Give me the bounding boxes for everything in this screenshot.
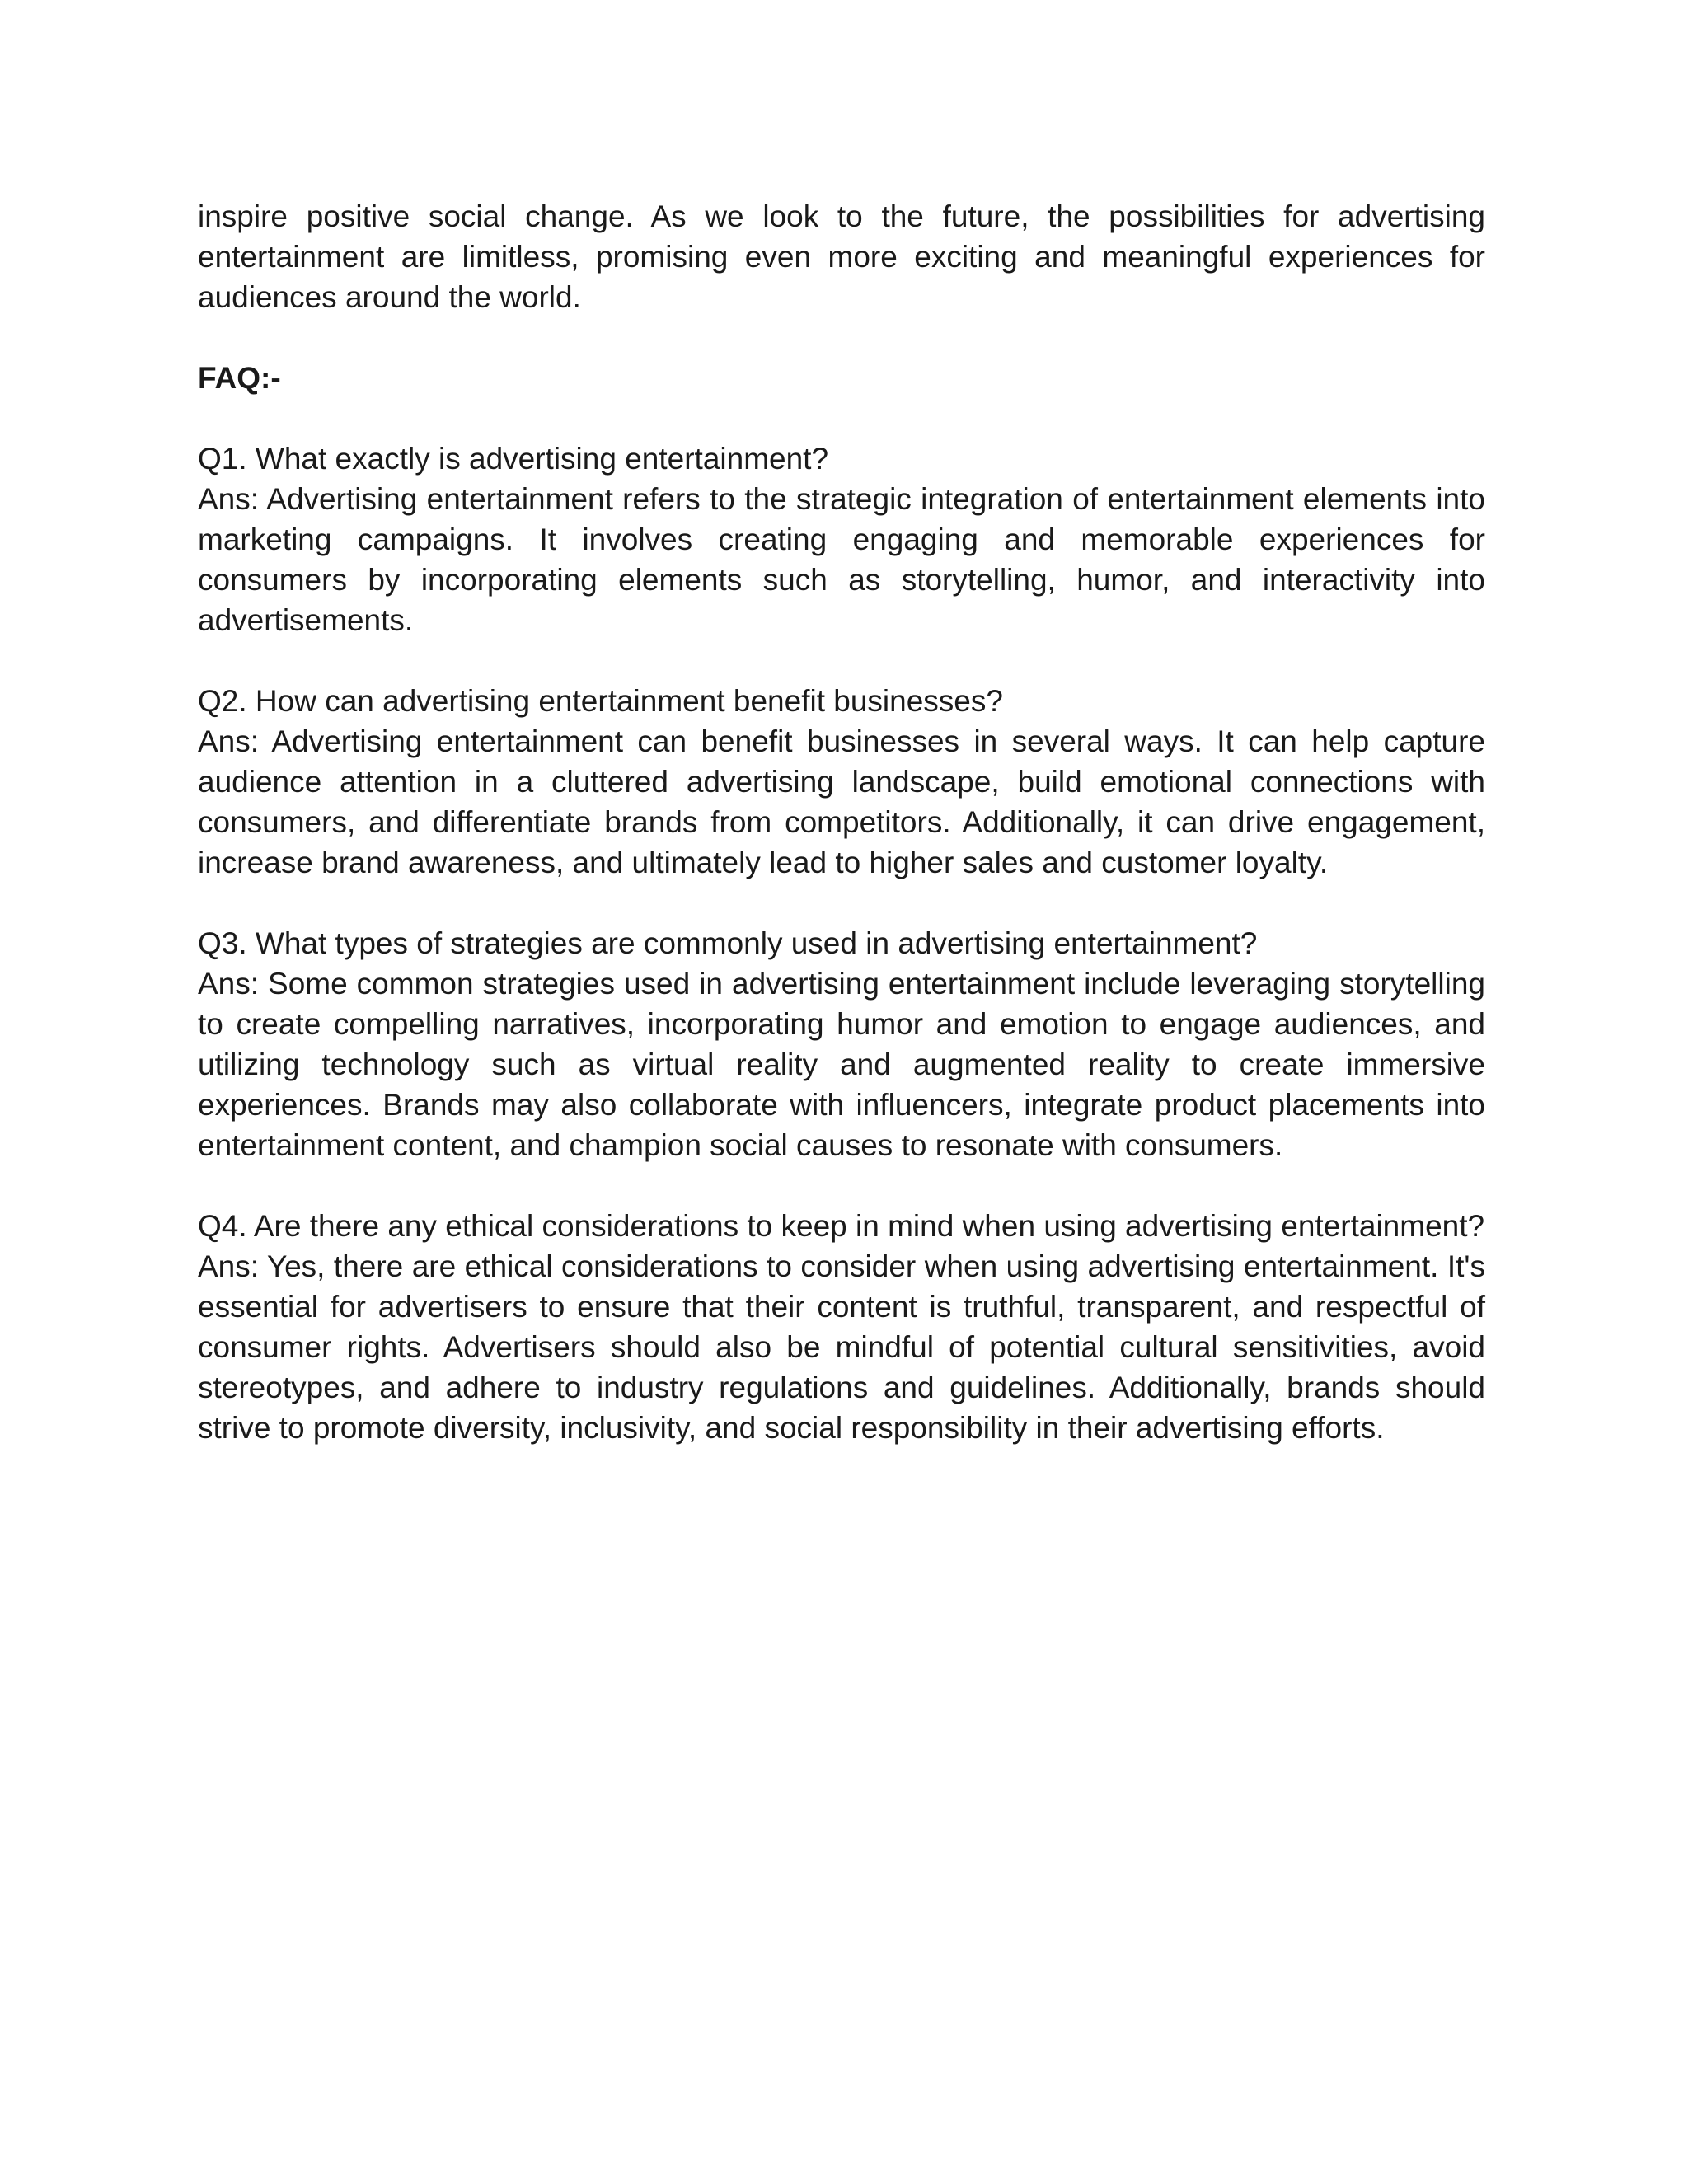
faq-question: Q3. What types of strategies are commonly used in advertising entertainment?	[198, 926, 1258, 960]
faq-item-1	[198, 438, 1485, 640]
document-page	[198, 196, 1485, 1488]
faq-answer: Ans: Some common strategies used in advertising entertainment include leveraging storytelling to create compelling narratives, incorporating humor and emotion to engage audiences, and utilizing technology such as virtual reality and augmented reality to create immersive experiences. Brands may also collaborate with influencers, integrate product placements into entertainment content, and champion social causes to resonate with consumers.	[198, 967, 1485, 1162]
faq-item-2	[198, 681, 1485, 883]
faq-item-3	[198, 923, 1485, 1165]
intro-paragraph: inspire positive social change. As we look to the future, the possibilities for advertising entertainment are limitless, promising even more exciting and meaningful experiences for audiences around the world.	[198, 199, 1485, 314]
faq-answer: Ans: Yes, there are ethical considerations to consider when using advertising entertainment. It's essential for advertisers to ensure that their content is truthful, transparent, and respectful of consumer rights. Advertisers should also be mindful of potential cultural sensitivities, avoid stereotypes, and adhere to industry regulations and guidelines. Additionally, brands should strive to promote diversity, inclusivity, and social responsibility in their advertising efforts.	[198, 1249, 1485, 1445]
faq-answer: Ans: Advertising entertainment refers to the strategic integration of entertainment elements into marketing campaigns. It involves creating engaging and memorable experiences for consumers by incorporating elements such as storytelling, humor, and interactivity into advertisements.	[198, 482, 1485, 637]
faq-question: Q4. Are there any ethical considerations to keep in mind when using advertising entertainment?	[198, 1209, 1485, 1243]
faq-heading: FAQ:-	[198, 361, 281, 395]
faq-item-4	[198, 1206, 1485, 1448]
faq-question: Q1. What exactly is advertising entertainment?	[198, 442, 829, 476]
faq-question: Q2. How can advertising entertainment benefit businesses?	[198, 684, 1003, 718]
faq-answer: Ans: Advertising entertainment can benefit businesses in several ways. It can help capture audience attention in a cluttered advertising landscape, build emotional connections with consumers, and differentiate brands from competitors. Additionally, it can drive engagement, increase brand awareness, and ultimately lead to higher sales and customer loyalty.	[198, 724, 1485, 879]
